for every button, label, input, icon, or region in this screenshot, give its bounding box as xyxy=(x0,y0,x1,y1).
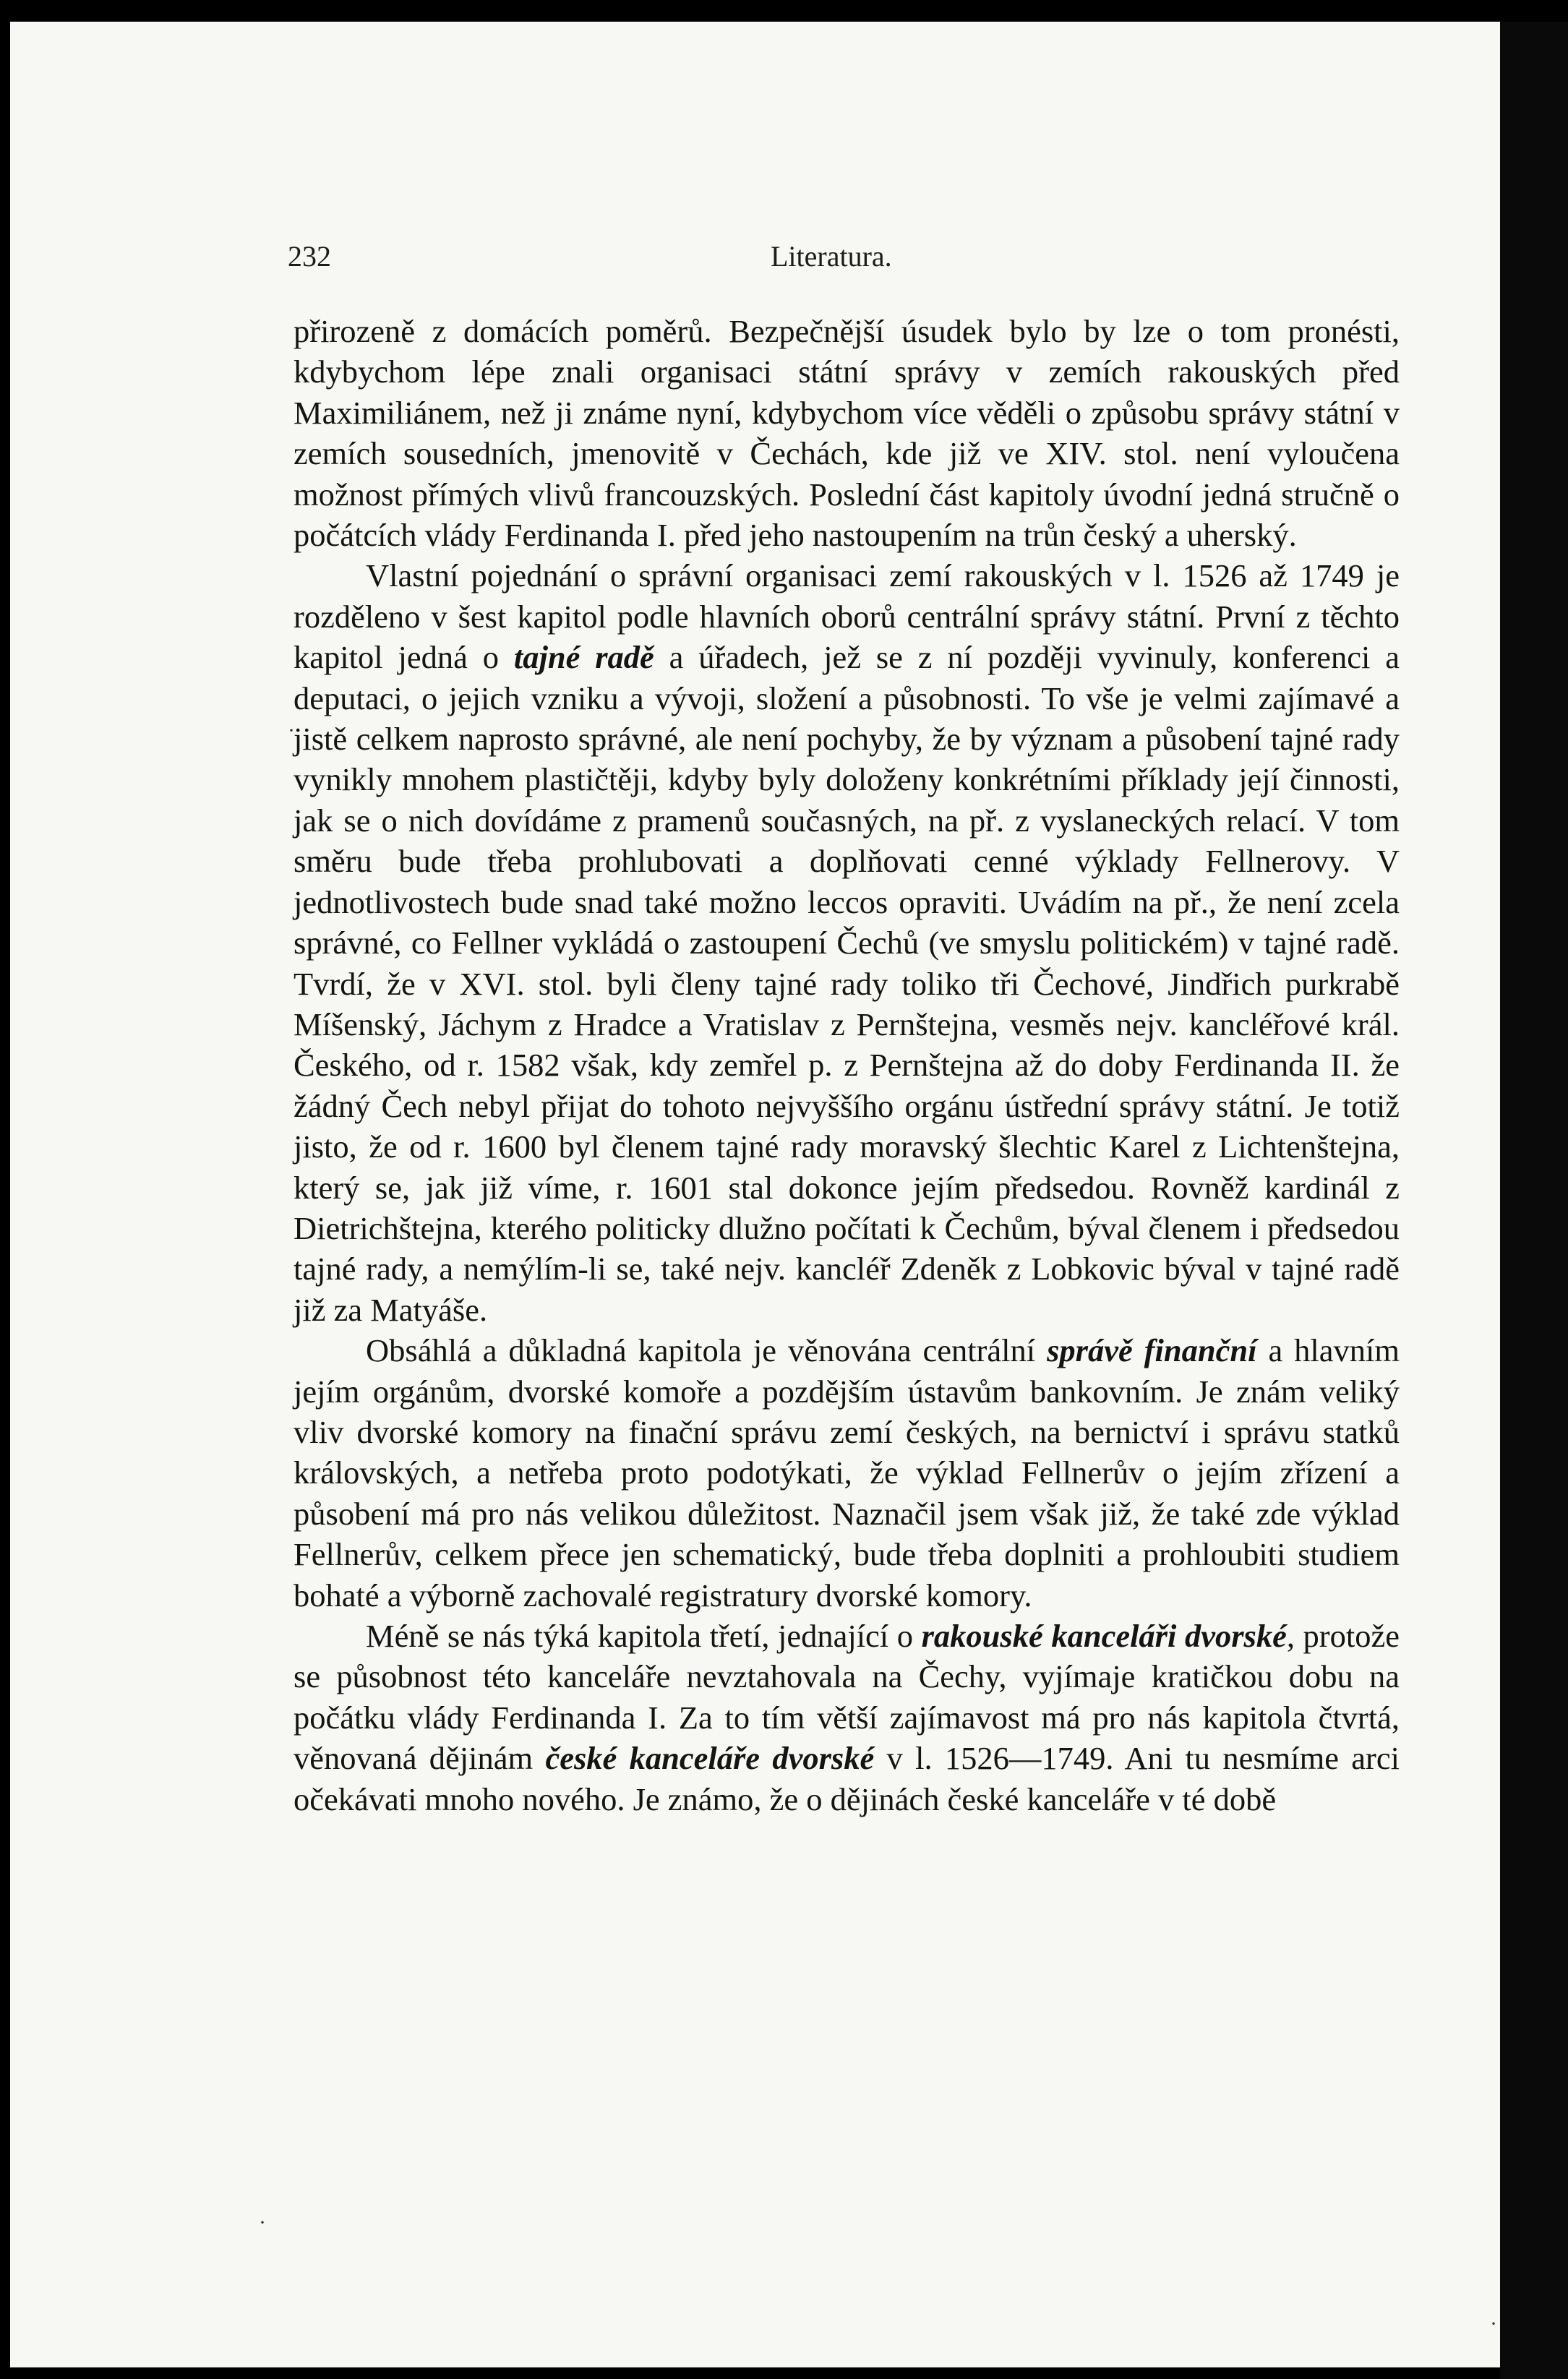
text-run: a úřadech, jež se z ní později vyvinuly, konferenci a deputaci, o jejich vzniku a vývoji, složení a působnosti. To vše je velmi zajímavé a jistě celkem naprosto správné, ale není pochyby, že by význam a působení tajné rady vynikly mnohem plastičtěji, kdyby byly doloženy konkrétními příklady její činnosti, jak se o nich dovídáme z pramenů současných, na př. z vyslaneckých relací. V tom směru bude třeba prohlubovati a doplňovati cenné výklady Fellnerovy. V jednotlivostech bude snad také možno leccos opraviti. Uvádím na př., že není zcela správné, co Fellner vykládá o zastoupení Čechů (ve smyslu politickém) v tajné radě. Tvrdí, že v XVI. stol. byli členy tajné rady toliko tři Čechové, Jindřich purkrabě Míšenský, Jáchym z Hradce a Vratislav z Pernštejna, vesměs nejv. kancléřové král. Českého, od r. 1582 však, kdy zemřel p. z Pernštejna až do doby Ferdinanda II. že žádný Čech nebyl přijat do tohoto nejvyššího orgánu ústřední správy státní. Je totiž jisto, že od r. 1600 byl členem tajné rady moravský šlechtic Karel z Lichtenštejna, který se, jak již víme, r. 1601 stal dokonce jejím předsedou. Rovněž kardinál z Dietrichštejna, kterého politicky dlužno počítati k Čechům, býval členem i předsedou tajné rady, a nemýlím-li se, také nejv. kancléř Zdeněk z Lobkovic býval v tajné radě již za Matyáše. xyxy=(294,639,1400,1328)
page-number: 232 xyxy=(288,240,331,273)
text-run: Vlastní pojednání o správní organisaci zemí rakouských v l. 1526 až 1749 je rozděleno v šest kapitol podle hlavních oborů centrální správy státní. První z těchto kapitol jedná o xyxy=(294,557,1400,676)
scan-edge-shadow xyxy=(1500,22,1568,2379)
scan-speck: · xyxy=(259,2211,266,2234)
text-run: , protože se působnost této kanceláře nevztahovala na Čechy, vyjímaje kratičkou dobu na počátku vlády Ferdinanda I. Za to tím větší zajímavost má pro nás kapitola čtvrtá, věnovaná dějinám xyxy=(294,1618,1400,1777)
italic-term: rakouské kanceláři dvorské xyxy=(921,1618,1287,1654)
italic-term: správě finanční xyxy=(1047,1332,1257,1369)
paragraph-4 xyxy=(294,1616,1400,1819)
paragraph-1 xyxy=(294,311,1400,555)
scan-speck: · xyxy=(288,719,295,742)
paragraph-3 xyxy=(294,1330,1400,1616)
text-run: a hlavním jejím orgánům, dvorské komoře a pozdějším ústavům bankovním. Je znám veliký vliv dvorské komory na finační správu zemí českých, na bernictví i správu statků královských, a netřeba proto podotýkati, že výklad Fellnerův o jejím zřízení a působení má pro nás velikou důležitost. Naznačil jsem však již, že také zde výklad Fellnerův, celkem přece jen schematický, bude třeba doplniti a prohloubiti studiem bohaté a výborně zachovalé registratury dvorské komory. xyxy=(294,1332,1400,1613)
italic-term: české kanceláře dvorské xyxy=(545,1740,875,1777)
paragraph-2 xyxy=(294,555,1400,1330)
text-run: v l. 1526—1749. Ani tu nesmíme arci očekávati mnoho nového. Je známo, že o dějinách české kanceláře v té době xyxy=(294,1740,1400,1817)
page-header xyxy=(288,235,1401,278)
running-head: Literatura. xyxy=(771,240,892,273)
text-run: Obsáhlá a důkladná kapitola je věnována centrální xyxy=(366,1332,1048,1369)
scan-speck: · xyxy=(1490,2312,1497,2336)
text-run: přirozeně z domácích poměrů. Bezpečnější úsudek bylo by lze o tom pronésti, kdybychom lépe znali organisaci státní správy v zemích rakouských před Maximiliánem, než ji známe nyní, kdybychom více věděli o způsobu správy státní v zemích sousedních, jmenovitě v Čechách, kde již ve XIV. stol. není vyloučena možnost přímých vlivů francouzských. Poslední část kapitoly úvodní jedná stručně o počátcích vlády Ferdinanda I. před jeho nastoupením na trůn český a uherský. xyxy=(294,313,1400,554)
text-run: Méně se nás týká kapitola třetí, jednající o xyxy=(366,1618,922,1654)
body-text xyxy=(294,311,1400,1819)
italic-term: tajné radě xyxy=(513,639,654,676)
